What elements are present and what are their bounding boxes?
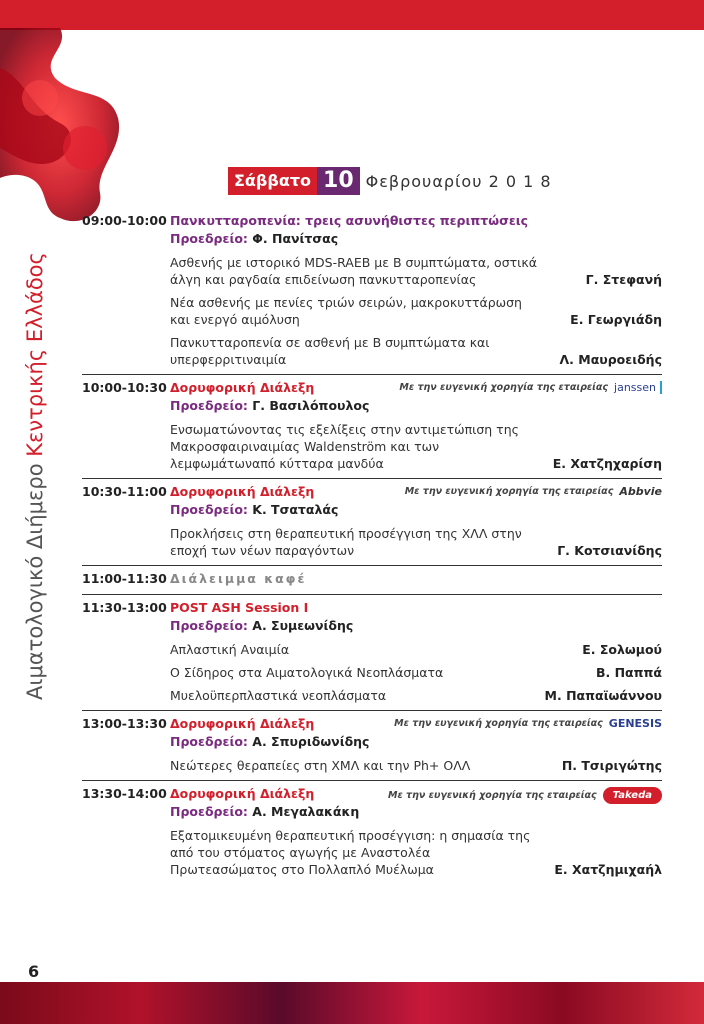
session-title: Πανκυτταροπενία: τρεις ασυνήθιστες περιπτώσεις — [170, 213, 529, 228]
session-title: Δορυφορική Διάλεξη — [170, 380, 315, 395]
talk-speaker: Β. Παππά — [595, 665, 662, 680]
talk-speaker: Γ. Στεφανή — [585, 272, 662, 287]
session-time: 11:30-13:00 — [82, 600, 167, 615]
session-chair — [170, 617, 662, 635]
talk-speaker: Ε. Σολωμού — [582, 642, 662, 657]
date-day: Σάββατο — [228, 167, 317, 195]
program-schedule — [82, 208, 662, 884]
session — [82, 595, 662, 711]
bottom-banner — [0, 982, 704, 1024]
red-ink-splash-decoration — [0, 28, 140, 238]
talk-speaker: Λ. Μαυροειδής — [559, 352, 662, 367]
talk-speaker: Γ. Κοτσιανίδης — [557, 543, 662, 558]
talk-title: Εξατομικευμένη θεραπευτική προσέγγιση: η σημασία της από του στόματος αγωγής με Αναστολέα Πρωτεασώματος στο Πολλαπλό Μυέλωμα — [170, 828, 531, 877]
date-number: 10 — [317, 167, 360, 195]
talk-speaker: Ε. Χατζημιχαήλ — [554, 862, 662, 877]
genesis-logo: GENESIS — [608, 717, 662, 730]
talk-title: Πανκυτταροπενία σε ασθενή με B συμπτώματα και υπερφερριτιναιμία — [170, 335, 490, 367]
talk-title: Προκλήσεις στη θεραπευτική προσέγγιση της ΧΛΛ στην εποχή των νέων παραγόντων — [170, 526, 522, 558]
chair-label: Προεδρείο: — [170, 502, 248, 517]
date-month-year: Φεβρουαρίου 2 0 1 8 — [365, 171, 552, 191]
session-chair — [170, 397, 662, 415]
talk — [170, 641, 662, 658]
sponsor-text: Με την ευγενική χορηγία της εταιρείας — [394, 718, 603, 729]
sponsor-text: Με την ευγενική χορηγία της εταιρείας — [388, 790, 597, 801]
chair-name: Α. Μεγαλακάκη — [252, 804, 360, 819]
chair-name: Α. Συμεωνίδης — [252, 618, 354, 633]
chair-name: Κ. Τσαταλάς — [252, 502, 339, 517]
sidebar-title-part2: Κεντρικής Ελλάδος — [23, 252, 47, 457]
session-break — [82, 566, 662, 595]
chair-name: Α. Σπυριδωνίδης — [252, 734, 370, 749]
chair-label: Προεδρείο: — [170, 804, 248, 819]
chair-label: Προεδρείο: — [170, 734, 248, 749]
session-chair — [170, 733, 662, 751]
session-title: Διάλειμμα καφέ — [170, 571, 307, 586]
session-time: 13:00-13:30 — [82, 716, 167, 731]
session-time: 13:30-14:00 — [82, 786, 167, 801]
session — [82, 781, 662, 884]
session-time: 10:00-10:30 — [82, 380, 167, 395]
talk-title: Ενσωματώνοντας τις εξελίξεις στην αντιμετώπιση της Μακροσφαιριναιμίας Waldenström και των λεμφωμάτωναπό κύτταρα μανδύα — [170, 422, 519, 471]
sponsor-text: Με την ευγενική χορηγία της εταιρείας — [399, 382, 609, 393]
session — [82, 711, 662, 781]
session-chair — [170, 230, 662, 248]
talk — [170, 525, 662, 559]
talk-speaker: Ε. Γεωργιάδη — [570, 312, 662, 327]
talk-title: Απλαστική Αναιμία — [170, 642, 290, 657]
chair-label: Προεδρείο: — [170, 618, 248, 633]
talk-title: Νέα ασθενής με πενίες τριών σειρών, μακροκυττάρωση και ενεργό αιμόλυση — [170, 295, 522, 327]
session-title: Δορυφορική Διάλεξη — [170, 484, 315, 499]
session-chair — [170, 501, 662, 519]
sponsor-note — [388, 787, 662, 804]
session — [82, 375, 662, 479]
talk-speaker: Ε. Χατζηχαρίση — [552, 456, 662, 471]
talk — [170, 687, 662, 704]
talk-speaker: Π. Τσιριγώτης — [561, 758, 662, 773]
session-title: Δορυφορική Διάλεξη — [170, 716, 315, 731]
talk-title: Ο Σίδηρος στα Αιματολογικά Νεοπλάσματα — [170, 665, 444, 680]
chair-label: Προεδρείο: — [170, 398, 248, 413]
session-chair — [170, 803, 662, 821]
sponsor-note — [394, 717, 662, 730]
chair-label: Προεδρείο: — [170, 231, 248, 246]
chair-name: Γ. Βασιλόπουλος — [252, 398, 370, 413]
talk — [170, 421, 662, 472]
session-title: POST ASH Session I — [170, 600, 309, 615]
session-title: Δορυφορική Διάλεξη — [170, 786, 315, 801]
session-time: 10:30-11:00 — [82, 484, 167, 499]
talk — [170, 334, 662, 368]
sponsor-text: Με την ευγενική χορηγία της εταιρείας — [404, 486, 614, 497]
date-header — [228, 166, 552, 196]
talk — [170, 254, 662, 288]
sidebar-title-part1: Αιματολογικό Διήμερο — [23, 463, 47, 700]
talk-title: Ασθενής με ιστορικό MDS-RAEB με B συμπτώματα, οστικά άλγη και ραγδαία επιδείνωση πανκυτταροπενίας — [170, 255, 537, 287]
sponsor-note — [405, 485, 662, 498]
talk-title: Νεώτερες θεραπείες στη ΧΜΛ και την Ph+ ΟΛΛ — [170, 758, 471, 773]
session-time: 09:00-10:00 — [82, 213, 167, 228]
page-number: 6 — [28, 962, 40, 981]
talk — [170, 294, 662, 328]
talk — [170, 827, 662, 878]
sidebar-title — [23, 252, 47, 700]
abbvie-logo: Abbvie — [619, 485, 662, 498]
top-banner — [0, 0, 704, 30]
janssen-logo: janssen — [614, 381, 662, 394]
session-time: 11:00-11:30 — [82, 571, 167, 586]
talk — [170, 757, 662, 774]
session — [82, 479, 662, 566]
chair-name: Φ. Πανίτσας — [252, 231, 339, 246]
talk-title: Μυελοϋπερπλαστικά νεοπλάσματα — [170, 688, 387, 703]
takeda-logo: Takeda — [603, 787, 662, 804]
sponsor-note — [399, 381, 662, 394]
talk-speaker: Μ. Παπαϊωάννου — [544, 688, 662, 703]
talk — [170, 664, 662, 681]
session — [82, 208, 662, 375]
